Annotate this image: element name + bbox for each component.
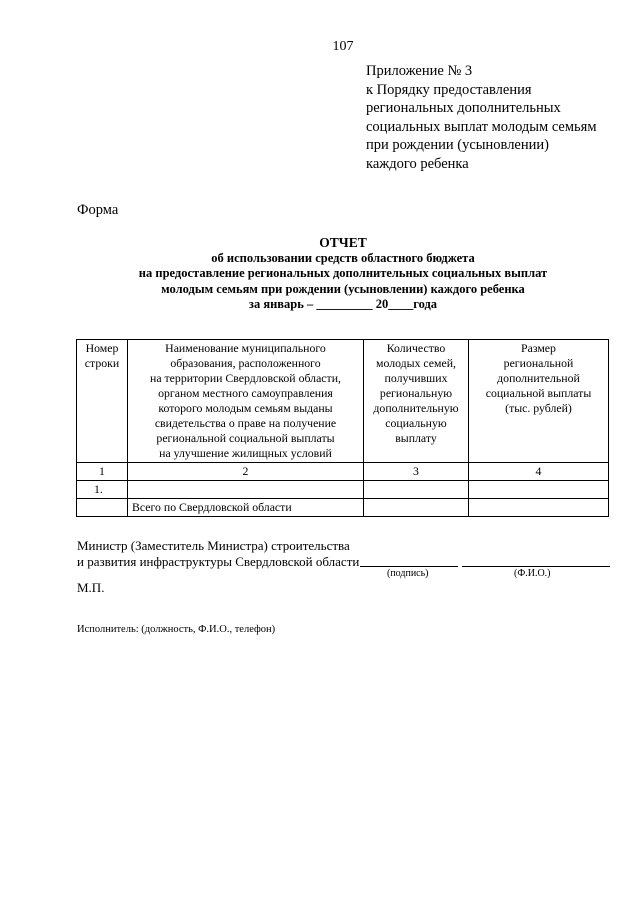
appendix-line: Приложение № 3: [366, 63, 473, 79]
signature-line[interactable]: [360, 566, 458, 567]
signer-title-line: и развития инфраструктуры Свердловской области: [77, 553, 360, 569]
appendix-line: социальных выплат молодым семьям: [366, 118, 597, 135]
signer-block: [77, 538, 359, 569]
stamp-label: М.П.: [77, 580, 105, 595]
report-title: ОТЧЕТ: [319, 235, 367, 250]
header-row-number: Номер строки: [77, 340, 128, 463]
appendix-line: при рождении (усыновлении): [366, 137, 549, 153]
column-number: 1: [77, 463, 128, 481]
total-label: Всего по Свердловской области: [128, 499, 364, 517]
table-cell[interactable]: [469, 481, 609, 499]
report-table: [76, 339, 609, 517]
appendix-line: каждого ребенка: [366, 155, 469, 172]
appendix-note: [366, 62, 597, 173]
report-subtitle-line: на предоставление региональных дополнительных социальных выплат: [138, 266, 548, 280]
appendix-line: региональных дополнительных: [366, 100, 561, 116]
table-header-row: [77, 340, 609, 463]
row-label: 1.: [77, 481, 128, 499]
appendix-line: к Порядку предоставления: [366, 81, 532, 98]
table-total-row: [77, 499, 609, 517]
header-families-count: Количество молодых семей, получивших региональную дополнительную социальную выплату: [364, 340, 469, 463]
table-cell[interactable]: [128, 481, 364, 499]
table-number-row: [77, 463, 609, 481]
form-label: Форма: [77, 202, 119, 218]
executor-label: Исполнитель: (должность, Ф.И.О., телефон): [77, 624, 276, 635]
signer-title-line: Министр (Заместитель Министра) строительства: [77, 538, 350, 553]
report-subtitle-line: молодым семьям при рождении (усыновлении) каждого ребенка: [161, 281, 525, 296]
name-line[interactable]: [462, 566, 610, 567]
report-subtitle-line: об использовании средств областного бюджета: [211, 250, 475, 265]
table-cell[interactable]: [469, 499, 609, 517]
table-row: [77, 481, 609, 499]
page-number: 107: [332, 39, 354, 54]
table-cell[interactable]: [364, 499, 469, 517]
header-payment-amount: Размер региональной дополнительной социальной выплаты (тыс. рублей): [469, 340, 609, 463]
report-period-line: за январь – _________ 20____года: [248, 297, 438, 311]
signature-caption: (подпись): [387, 568, 429, 579]
column-number: 3: [364, 463, 469, 481]
table-cell: [77, 499, 128, 517]
table-cell[interactable]: [364, 481, 469, 499]
header-municipality: Наименование муниципального образования, расположенного на территории Свердловской области, органом местного самоуправления которого молодым семьям выданы свидетельства о праве на получение региональной социальной выплаты на улучшение жилищных условий: [128, 340, 364, 463]
name-caption: (Ф.И.О.): [514, 568, 551, 579]
column-number: 2: [128, 463, 364, 481]
report-title-block: [0, 235, 640, 313]
column-number: 4: [469, 463, 609, 481]
